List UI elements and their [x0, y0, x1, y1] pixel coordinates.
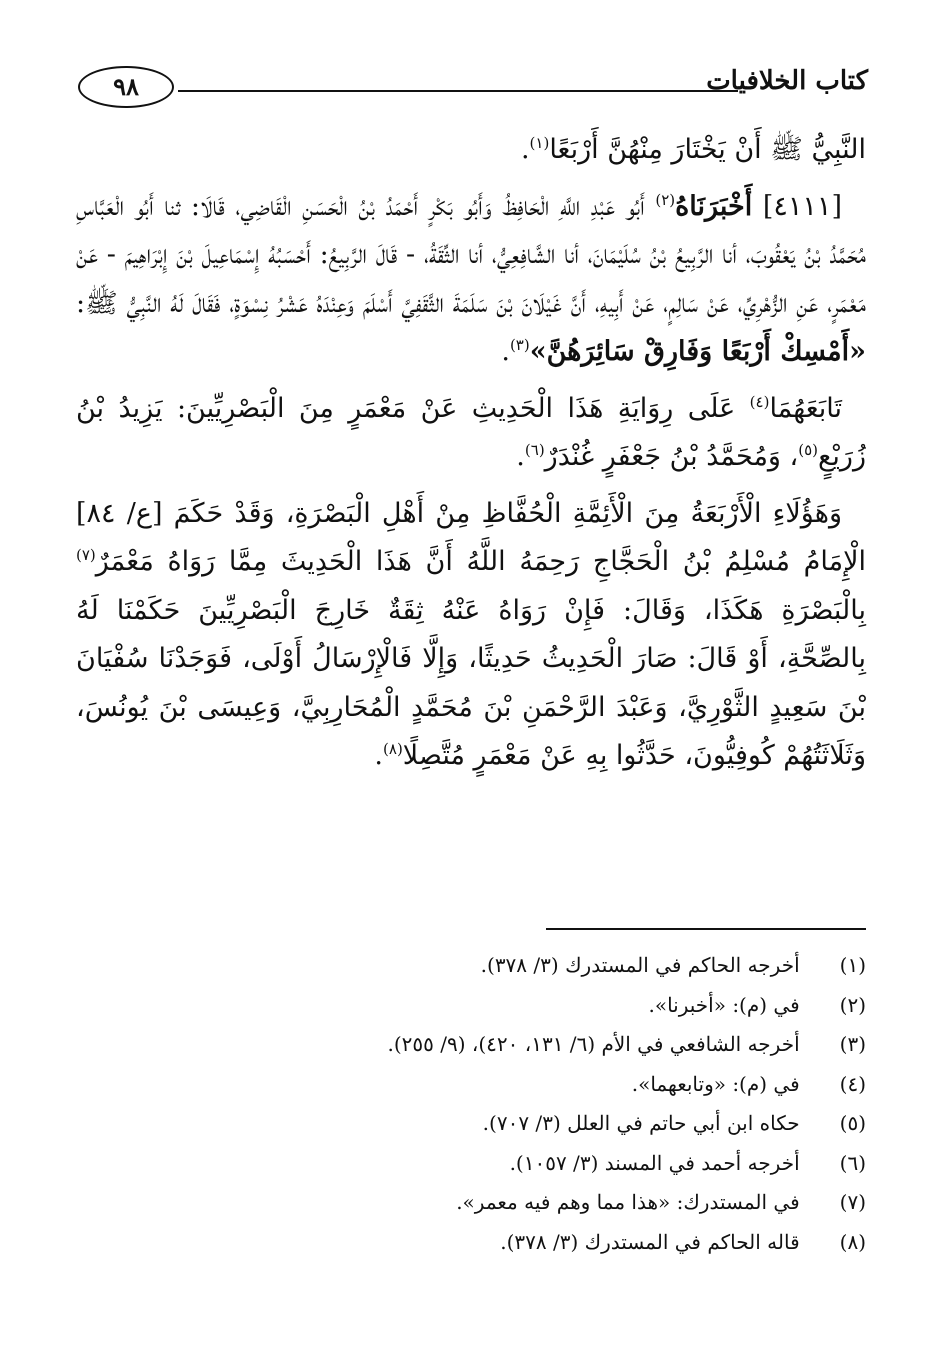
- paragraph-text: .: [520, 134, 530, 165]
- footnote-item: [76, 1025, 866, 1065]
- paragraph-text: ، وَمُحَمَّدُ بْنُ جَعْفَرٍ غُنْدَرٌ: [544, 441, 799, 472]
- paragraph-text: .: [501, 336, 510, 367]
- footnote-text: في (م): «وتابعهما».: [631, 1071, 800, 1096]
- footnote-text: أخرجه أحمد في المسند (٣/ ١٠٥٧).: [509, 1150, 800, 1175]
- footnote-ref: (٢): [655, 190, 676, 209]
- footnote-item: [76, 1223, 866, 1263]
- footnote-item: [76, 1065, 866, 1105]
- footnote-text: قاله الحاكم في المستدرك (٣/ ٣٧٨).: [500, 1229, 800, 1254]
- paragraph-hadith-4111: [76, 183, 866, 377]
- paragraph-text: .: [516, 441, 525, 472]
- footnote-item: [76, 1183, 866, 1223]
- footnote-separator: [546, 928, 866, 930]
- paragraph-text: وَهَؤُلَاءِ الْأَرْبَعَةُ مِنَ الْأَئِمَّةِ الْحُفَّاظِ مِنْ أَهْلِ الْبَصْرَةِ، وَقَدْ حَكَمَ [ع/ ٨٤] الْإِمَامُ مُسْلِمُ بْنُ الْحَجَّاجِ رَحِمَهُ اللَّهُ أَنَّ هَذَا الْحَدِيثَ مِمَّا رَوَاهُ مَعْمَرٌ: [76, 497, 866, 577]
- paragraph-mutabaa: [76, 385, 866, 482]
- page-number-badge: ٩٨: [78, 66, 174, 108]
- hadith-opening-word: أَخْبَرَنَاهُ: [675, 190, 753, 222]
- footnote-ref: (٥): [798, 441, 819, 459]
- main-text: [76, 126, 866, 781]
- footnote-ref: (٣): [509, 336, 530, 354]
- footnote-number: (٥): [839, 1111, 866, 1135]
- page-header: [78, 66, 868, 110]
- footnote-number: (٨): [839, 1229, 866, 1254]
- running-book-title: كتاب الخلافيات: [706, 66, 868, 96]
- hadith-number: [٤١١١]: [752, 190, 842, 222]
- footnote-item: [76, 986, 866, 1026]
- footnote-ref: (٤): [749, 392, 770, 411]
- footnote-number: (٤): [839, 1071, 866, 1096]
- footnote-number: (٦): [839, 1150, 866, 1175]
- paragraph-1: [76, 126, 866, 175]
- footnote-number: (٧): [839, 1190, 866, 1214]
- footnote-ref: (١): [529, 134, 550, 152]
- footnote-item: [76, 1144, 866, 1184]
- paragraph-text: النَّبِيُّ ﷺ أَنْ يَخْتَارَ مِنْهُنَّ أَرْبَعًا: [549, 134, 866, 165]
- prophetic-quote: «أَمْسِكْ أَرْبَعًا وَفَارِقْ سَائِرَهُنَّ»: [529, 336, 866, 367]
- footnote-text: أخرجه الشافعي في الأم (٦/ ١٣١، ٤٢٠)، (٩/ ٢٥٥).: [387, 1032, 800, 1056]
- footnote-ref: (٧): [76, 546, 96, 564]
- footnote-item: [76, 1104, 866, 1144]
- footnote-item: [76, 946, 866, 986]
- paragraph-huffaz: [76, 490, 866, 781]
- footnote-text: في (م): «أخبرنا».: [648, 992, 800, 1017]
- paragraph-text: بِالْبَصْرَةِ هَكَذَا، وَقَالَ: فَإِنْ رَوَاهُ عَنْهُ ثِقَةٌ خَارِجَ الْبَصْرِيِّينَ حَكَمْنَا لَهُ بِالصِّحَّةِ، أَوْ قَالَ: صَارَ الْحَدِيثُ حَدِيثًا، وَإِلَّا فَالْإِرْسَالُ أَوْلَى، فَوَجَدْنَا سُفْيَانَ بْنَ سَعِيدٍ الثَّوْرِيَّ، وَعَبْدَ الرَّحْمَنِ بْنَ مُحَمَّدٍ الْمُحَارِبِيَّ، وَعِيسَى بْنَ يُونُسَ، وَثَلَاثَتُهُمْ كُوفِيُّونَ، حَدَّثُوا بِهِ عَنْ مَعْمَرٍ مُتَّصِلًا: [76, 594, 866, 771]
- footnote-number: (٣): [839, 1032, 866, 1056]
- footnote-text: حكاه ابن أبي حاتم في العلل (٣/ ٧٠٧).: [482, 1111, 800, 1135]
- footnotes-list: [76, 946, 866, 1262]
- paragraph-text: تَابَعَهُمَا: [769, 392, 842, 424]
- footnote-text: أخرجه الحاكم في المستدرك (٣/ ٣٧٨).: [480, 953, 800, 977]
- paragraph-text: عَلَى رِوَايَةِ هَذَا الْحَدِيثِ عَنْ مَعْمَرٍ مِنَ الْبَصْرِيِّينَ: يَزِيدُ بْنُ زُرَيْعٍ: [76, 392, 866, 472]
- paragraph-text: .: [374, 740, 384, 771]
- footnote-number: (١): [839, 953, 866, 977]
- footnote-ref: (٨): [383, 740, 403, 758]
- footnote-ref: (٦): [524, 441, 545, 459]
- paragraph-text: أَبُو عَبْدِ اللَّهِ الْحَافِظُ وَأَبُو بَكْرٍ أَحْمَدُ بْنُ الْحَسَنِ الْقَاضِي، قَالَا: ثنا أَبُو الْعَبَّاسِ مُحَمَّدُ بْنُ يَعْقُوبَ، أنا الرَّبِيعُ بْنُ سُلَيْمَانَ، أنا الشَّافِعِيُّ، أنا الثِّقَةُ، - قَالَ الرَّبِيعُ: أَحْسَبُهُ إِسْمَاعِيلَ بْنَ إِبْرَاهِيمَ - عَنْ مَعْمَرٍ، عَنِ الزُّهْرِيِّ، عَنْ سَالِمٍ، عَنْ أَبِيهِ، أَنَّ غَيْلَانَ بْنَ سَلَمَةَ الثَّقَفِيَّ أَسْلَمَ وَعِنْدَهُ عَشْرُ نِسْوَةٍ، فَقَالَ لَهُ النَّبِيُّ ﷺ:: [76, 190, 866, 319]
- footnote-number: (٢): [839, 992, 866, 1017]
- header-rule: [178, 90, 738, 92]
- footnote-text: في المستدرك: «هذا مما وهم فيه معمر».: [456, 1190, 800, 1214]
